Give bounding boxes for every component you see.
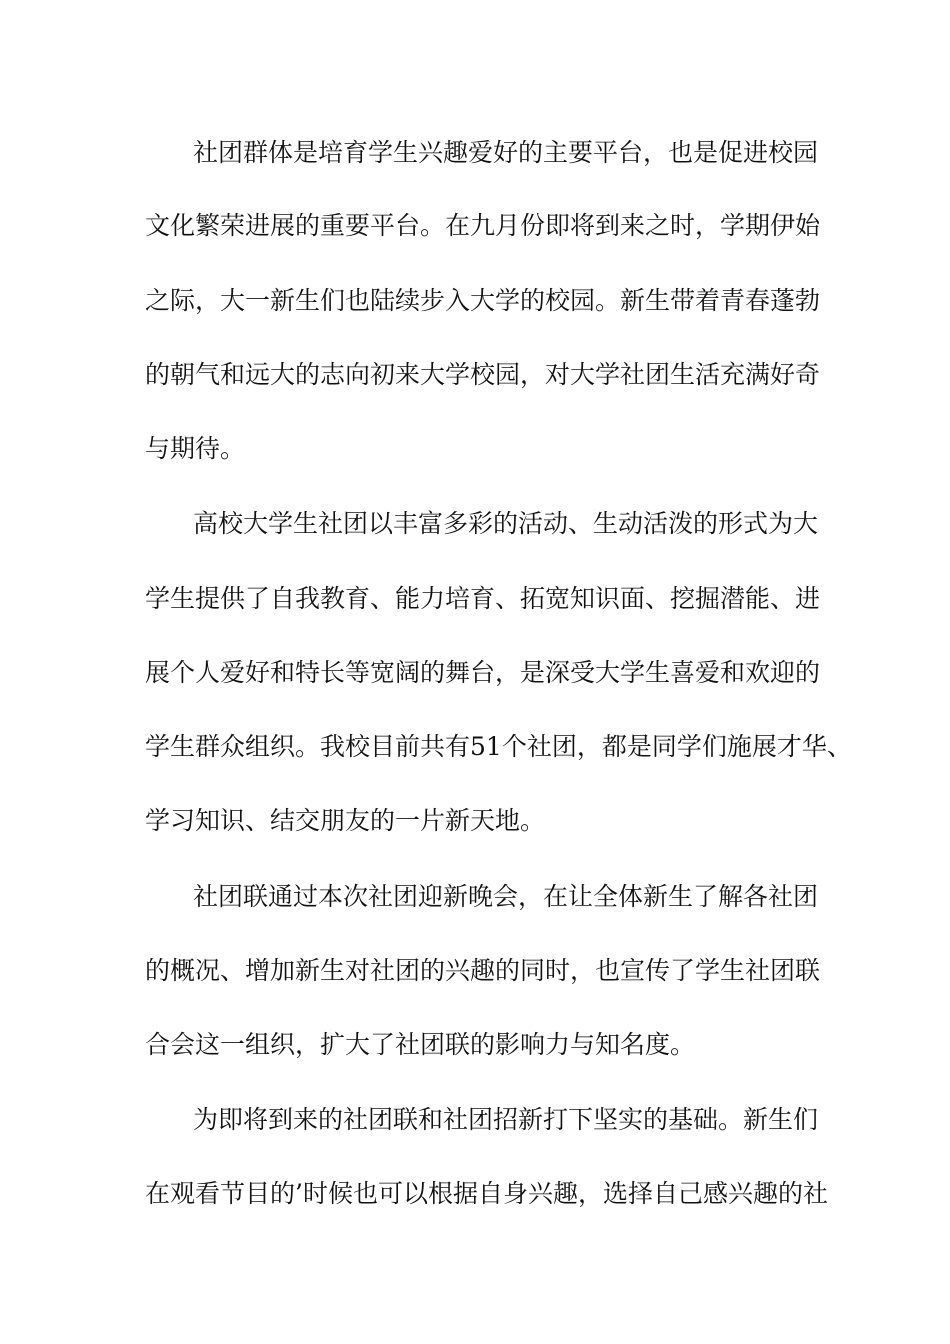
text-line: 在观看节目的’时候也可以根据自身兴趣，选择自己感兴趣的社 [145, 1179, 828, 1208]
text-line: 的朝气和远大的志向初来大学校园，对大学社团生活充满好奇 [145, 360, 821, 389]
text-line: 社团联通过本次社团迎新晚会，在让全体新生了解各社团 [193, 882, 819, 911]
text-line: 学生群众组织。我校目前共有51个社团，都是同学们施展才华、 [145, 732, 852, 761]
text-line: 文化繁荣进展的重要平台。在九月份即将到来之时，学期伊始 [145, 211, 821, 240]
text-line: 的概况、增加新生对社团的兴趣的同时，也宣传了学生社团联 [145, 956, 821, 985]
text-line: 与期待。 [145, 434, 246, 463]
text-line: 之际，大一新生们也陆续步入大学的校园。新生带着青春蓬勃 [145, 286, 821, 315]
text-line: 合会这一组织，扩大了社团联的影响力与知名度。 [145, 1030, 696, 1059]
text-line: 高校大学生社团以丰富多彩的活动、生动活泼的形式为大 [193, 509, 819, 538]
text-line: 社团群体是培育学生兴趣爱好的主要平台，也是促进校园 [193, 138, 819, 167]
text-line: 学习知识、结交朋友的一片新天地。 [145, 806, 546, 835]
text-line: 展个人爱好和特长等宽阔的舞台，是深受大学生喜爱和欢迎的 [145, 658, 821, 687]
text-line: 为即将到来的社团联和社团招新打下坚实的基础。新生们 [193, 1105, 819, 1134]
text-line: 学生提供了自我教育、能力培育、拓宽知识面、挖掘潜能、进 [145, 584, 821, 613]
